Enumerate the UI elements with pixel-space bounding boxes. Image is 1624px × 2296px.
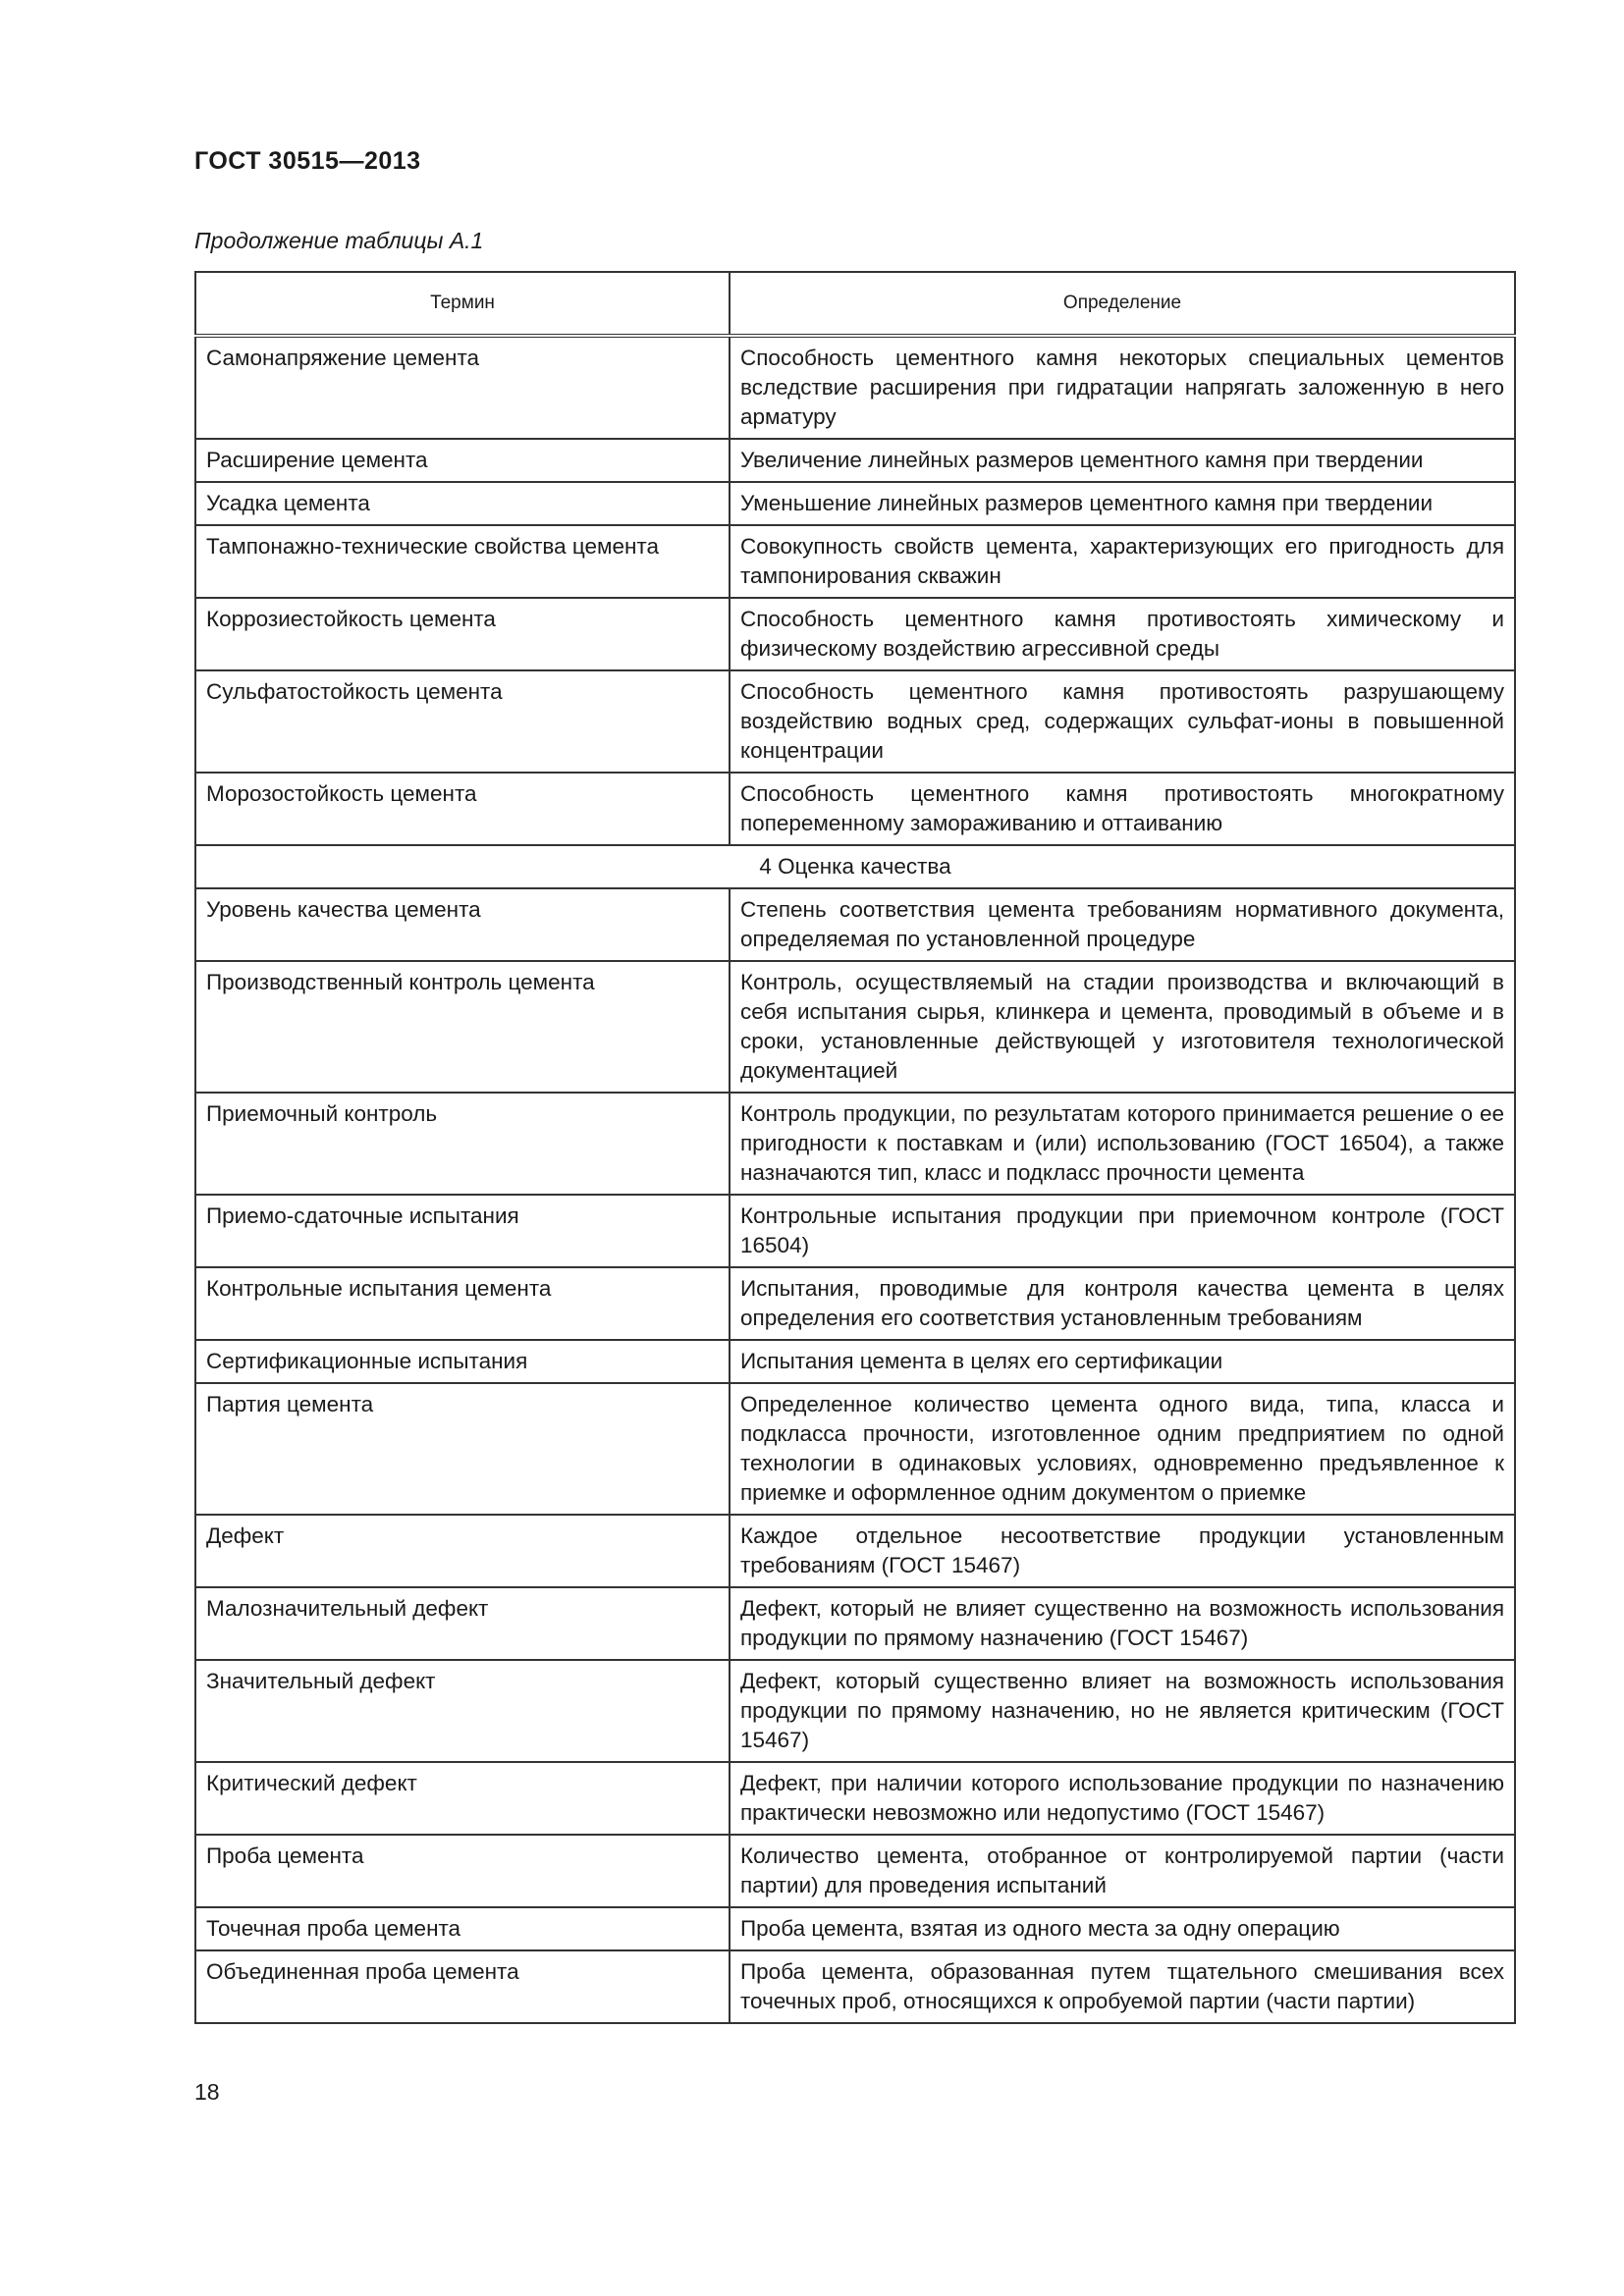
table-row xyxy=(195,961,1515,1093)
terms-table-body xyxy=(195,336,1515,2023)
table-row xyxy=(195,1340,1515,1383)
section-title: 4 Оценка качества xyxy=(195,845,1515,888)
terms-table xyxy=(194,271,1516,2024)
definition-cell: Степень соответствия цемента требованиям нормативного документа, определяемая по установленной процедуре xyxy=(730,888,1515,961)
term-cell: Точечная проба цемента xyxy=(195,1907,730,1950)
term-cell: Уровень качества цемента xyxy=(195,888,730,961)
term-cell: Производственный контроль цемента xyxy=(195,961,730,1093)
table-header-row xyxy=(195,272,1515,336)
table-row xyxy=(195,1515,1515,1587)
term-cell: Расширение цемента xyxy=(195,439,730,482)
table-row xyxy=(195,1267,1515,1340)
definition-cell: Дефект, при наличии которого использование продукции по назначению практически невозможно или недопустимо (ГОСТ 15467) xyxy=(730,1762,1515,1835)
term-cell: Объединенная проба цемента xyxy=(195,1950,730,2023)
term-cell: Малозначительный дефект xyxy=(195,1587,730,1660)
definition-cell: Контрольные испытания продукции при приемочном контроле (ГОСТ 16504) xyxy=(730,1195,1515,1267)
definition-cell: Увеличение линейных размеров цементного камня при твердении xyxy=(730,439,1515,482)
definition-cell: Количество цемента, отобранное от контролируемой партии (части партии) для проведения испытаний xyxy=(730,1835,1515,1907)
table-row xyxy=(195,439,1515,482)
term-cell: Приемочный контроль xyxy=(195,1093,730,1195)
term-cell: Приемо-сдаточные испытания xyxy=(195,1195,730,1267)
definition-cell: Каждое отдельное несоответствие продукции установленным требованиям (ГОСТ 15467) xyxy=(730,1515,1515,1587)
definition-cell: Способность цементного камня противостоять многократному попеременному замораживанию и оттаиванию xyxy=(730,773,1515,845)
term-cell: Проба цемента xyxy=(195,1835,730,1907)
term-cell: Сертификационные испытания xyxy=(195,1340,730,1383)
term-cell: Критический дефект xyxy=(195,1762,730,1835)
definition-cell: Испытания цемента в целях его сертификации xyxy=(730,1340,1515,1383)
table-row xyxy=(195,773,1515,845)
table-row xyxy=(195,482,1515,525)
term-cell: Дефект xyxy=(195,1515,730,1587)
term-cell: Контрольные испытания цемента xyxy=(195,1267,730,1340)
definition-cell: Проба цемента, образованная путем тщательного смешивания всех точечных проб, относящихся к опробуемой партии (части партии) xyxy=(730,1950,1515,2023)
term-cell: Значительный дефект xyxy=(195,1660,730,1762)
table-row xyxy=(195,1383,1515,1515)
definition-cell: Дефект, который существенно влияет на возможность использования продукции по прямому назначению, но не является критическим (ГОСТ 15467) xyxy=(730,1660,1515,1762)
term-cell: Усадка цемента xyxy=(195,482,730,525)
table-row xyxy=(195,1093,1515,1195)
term-cell: Коррозиестойкость цемента xyxy=(195,598,730,670)
definition-cell: Дефект, который не влияет существенно на возможность использования продукции по прямому назначению (ГОСТ 15467) xyxy=(730,1587,1515,1660)
table-row xyxy=(195,1660,1515,1762)
term-cell: Партия цемента xyxy=(195,1383,730,1515)
document-code: ГОСТ 30515—2013 xyxy=(194,147,421,175)
term-cell: Морозостойкость цемента xyxy=(195,773,730,845)
table-row xyxy=(195,336,1515,439)
table-row xyxy=(195,1195,1515,1267)
table-row xyxy=(195,598,1515,670)
table-row xyxy=(195,1762,1515,1835)
table-row xyxy=(195,525,1515,598)
table-row xyxy=(195,670,1515,773)
definition-cell: Контроль продукции, по результатам которого принимается решение о ее пригодности к поставкам и (или) использованию (ГОСТ 16504), а также назначаются тип, класс и подкласс прочности цемента xyxy=(730,1093,1515,1195)
table-row xyxy=(195,1587,1515,1660)
table-row xyxy=(195,888,1515,961)
definition-cell: Уменьшение линейных размеров цементного камня при твердении xyxy=(730,482,1515,525)
column-header-term: Термин xyxy=(195,272,730,336)
definition-cell: Способность цементного камня противостоять химическому и физическому воздействию агрессивной среды xyxy=(730,598,1515,670)
definition-cell: Испытания, проводимые для контроля качества цемента в целях определения его соответствия установленным требованиям xyxy=(730,1267,1515,1340)
definition-cell: Способность цементного камня противостоять разрушающему воздействию водных сред, содержащих сульфат-ионы в повышенной концентрации xyxy=(730,670,1515,773)
term-cell: Сульфатостойкость цемента xyxy=(195,670,730,773)
definition-cell: Контроль, осуществляемый на стадии производства и включающий в себя испытания сырья, клинкера и цемента, проводимый в объеме и в сроки, установленные действующей у изготовителя технологической документацией xyxy=(730,961,1515,1093)
table-caption: Продолжение таблицы А.1 xyxy=(194,228,484,253)
definition-cell: Определенное количество цемента одного вида, типа, класса и подкласса прочности, изготовленное одним предприятием по одной технологии в одинаковых условиях, одновременно предъявленное к приемке и оформленное одним документом о приемке xyxy=(730,1383,1515,1515)
page-number: 18 xyxy=(194,2079,220,2105)
table-row xyxy=(195,1907,1515,1950)
column-header-definition: Определение xyxy=(730,272,1515,336)
term-cell: Тампонажно-технические свойства цемента xyxy=(195,525,730,598)
term-cell: Самонапряжение цемента xyxy=(195,336,730,439)
definition-cell: Способность цементного камня некоторых специальных цементов вследствие расширения при гидратации напрягать заложенную в него арматуру xyxy=(730,336,1515,439)
table-row xyxy=(195,1950,1515,2023)
definition-cell: Совокупность свойств цемента, характеризующих его пригодность для тампонирования скважин xyxy=(730,525,1515,598)
section-row xyxy=(195,845,1515,888)
table-row xyxy=(195,1835,1515,1907)
definition-cell: Проба цемента, взятая из одного места за одну операцию xyxy=(730,1907,1515,1950)
